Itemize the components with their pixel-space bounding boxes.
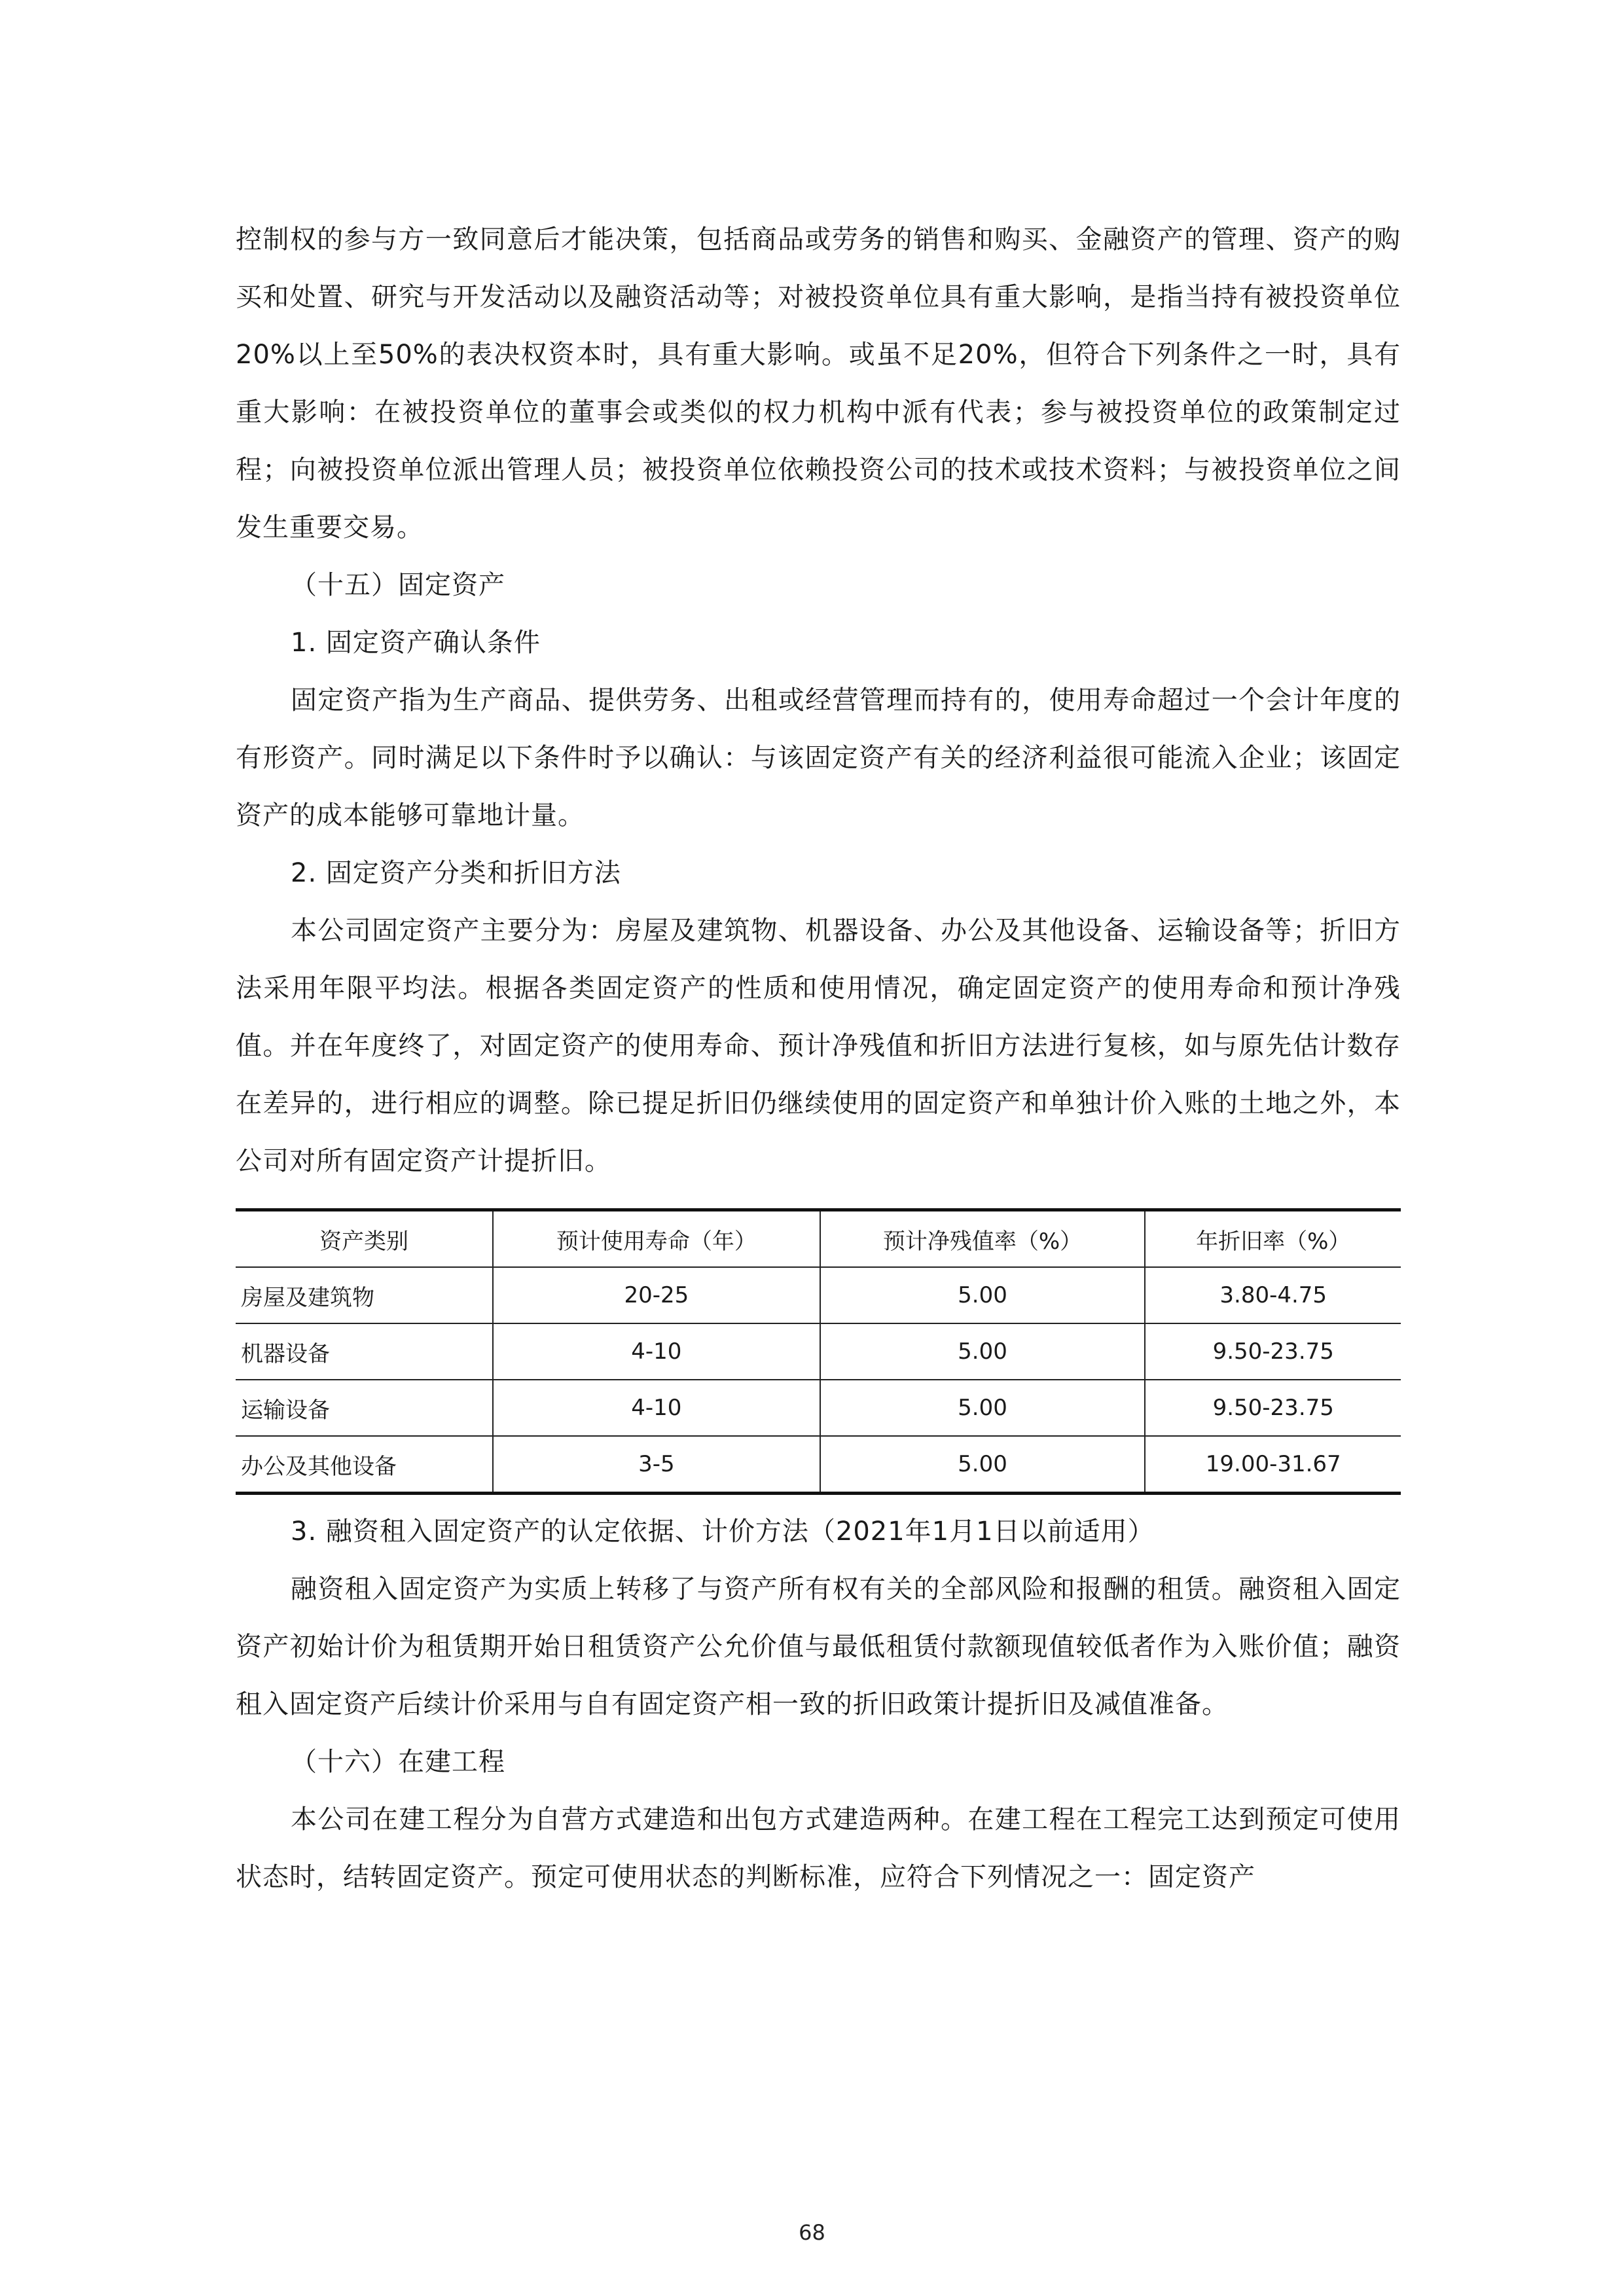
- header-asset-category: 资产类别: [236, 1210, 493, 1268]
- paragraph-recognition: 固定资产指为生产商品、提供劳务、出租或经营管理而持有的，使用寿命超过一个会计年度的有形资产。同时满足以下条件时予以确认：与该固定资产有关的经济利益很可能流入企业；该固定资产的成本能够可靠地计量。: [236, 685, 1401, 831]
- cell-residual-rate: 5.00: [820, 1267, 1146, 1323]
- section-heading-fixed-assets: （十五）固定资产: [291, 570, 505, 600]
- cell-residual-rate: 5.00: [820, 1323, 1146, 1380]
- table-header-row: [236, 1210, 1401, 1268]
- cell-useful-life: 4-10: [493, 1323, 820, 1380]
- cell-residual-rate: 5.00: [820, 1436, 1146, 1494]
- paragraph-control-definition: 控制权的参与方一致同意后才能决策，包括商品或劳务的销售和购买、金融资产的管理、资产的购买和处置、研究与开发活动以及融资活动等；对被投资单位具有重大影响，是指当持有被投资单位20%以上至50%的表决权资本时，具有重大影响。或虽不足20%，但符合下列条件之一时，具有重大影响：在被投资单位的董事会或类似的权力机构中派有代表；参与被投资单位的政策制定过程；向被投资单位派出管理人员；被投资单位依赖投资公司的技术或技术资料；与被投资单位之间发生重要交易。: [236, 224, 1401, 543]
- cell-category: 办公及其他设备: [241, 1453, 397, 1480]
- cell-category: 运输设备: [236, 1380, 493, 1436]
- subheading-finance-lease: 3. 融资租入固定资产的认定依据、计价方法（2021年1月1日以前适用）: [291, 1516, 1155, 1547]
- paragraph-depreciation: 本公司固定资产主要分为：房屋及建筑物、机器设备、办公及其他设备、运输设备等；折旧方法采用年限平均法。根据各类固定资产的性质和使用情况，确定固定资产的使用寿命和预计净残值。并在年度终了，对固定资产的使用寿命、预计净残值和折旧方法进行复核，如与原先估计数存在差异的，进行相应的调整。除已提足折旧仍继续使用的固定资产和单独计价入账的土地之外，本公司对所有固定资产计提折旧。: [236, 916, 1401, 1176]
- header-useful-life: 预计使用寿命（年）: [493, 1210, 820, 1268]
- paragraph-finance-lease: 融资租入固定资产为实质上转移了与资产所有权有关的全部风险和报酬的租赁。融资租入固定资产初始计价为租赁期开始日租赁资产公允价值与最低租赁付款额现值较低者作为入账价值；融资租入固定资产后续计价采用与自有固定资产相一致的折旧政策计提折旧及减值准备。: [236, 1574, 1401, 1719]
- cell-depreciation-rate: 3.80-4.75: [1145, 1267, 1401, 1323]
- cell-category: 房屋及建筑物: [236, 1267, 493, 1323]
- subheading-classification-depreciation: 2. 固定资产分类和折旧方法: [291, 858, 621, 888]
- depreciation-table: [236, 1208, 1401, 1495]
- cell-depreciation-rate: 9.50-23.75: [1145, 1380, 1401, 1436]
- cell-useful-life: 4-10: [493, 1380, 820, 1436]
- table-row: [236, 1380, 1401, 1436]
- paragraph-construction: 本公司在建工程分为自营方式建造和出包方式建造两种。在建工程在工程完工达到预定可使用状态时，结转固定资产。预定可使用状态的判断标准，应符合下列情况之一：固定资产: [236, 1804, 1401, 1892]
- header-residual-rate: 预计净残值率（%）: [820, 1210, 1146, 1268]
- cell-useful-life: 20-25: [493, 1267, 820, 1323]
- section-heading-construction-in-progress: （十六）在建工程: [291, 1747, 505, 1777]
- page-number: 68: [799, 2220, 825, 2245]
- subheading-recognition-conditions: 1. 固定资产确认条件: [291, 628, 541, 658]
- cell-depreciation-rate: 19.00-31.67: [1145, 1436, 1401, 1494]
- table-row: [236, 1267, 1401, 1323]
- cell-residual-rate: 5.00: [820, 1380, 1146, 1436]
- document-page: [236, 211, 1401, 1906]
- header-depreciation-rate: 年折旧率（%）: [1145, 1210, 1401, 1268]
- cell-useful-life: 3-5: [493, 1436, 820, 1494]
- cell-depreciation-rate: 9.50-23.75: [1145, 1323, 1401, 1380]
- table-row: [236, 1323, 1401, 1380]
- table-row: [236, 1436, 1401, 1494]
- cell-category: 机器设备: [236, 1323, 493, 1380]
